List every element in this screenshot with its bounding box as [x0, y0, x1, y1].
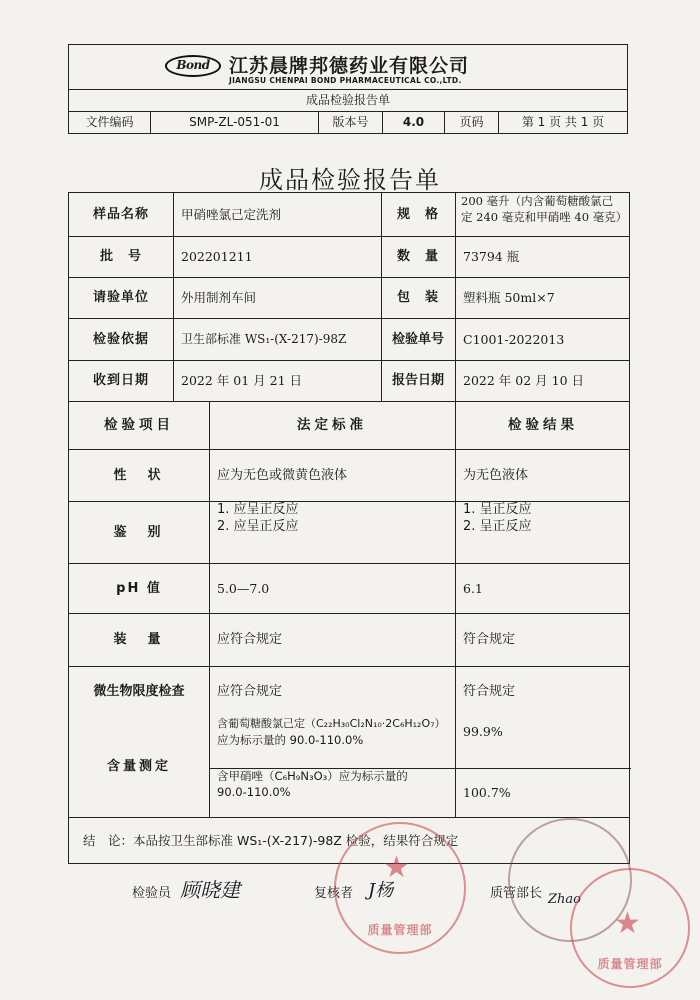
test-standard-identification: 1. 应呈正反应 2. 应呈正反应: [217, 502, 299, 534]
spec-value: 200 毫升（内含葡萄糖酸氯己 定 240 毫克和甲硝唑 40 毫克）: [461, 194, 628, 224]
test-result-identification: 1. 呈正反应 2. 呈正反应: [463, 502, 532, 534]
version-value: 4.0: [383, 112, 445, 134]
page-label: 页码: [445, 112, 499, 134]
basis-label: 检验依据: [92, 331, 149, 347]
test-result-appearance: 为无色液体: [463, 467, 529, 483]
company-banner: [69, 45, 627, 90]
company-header: [68, 44, 628, 134]
package-value: 塑料瓶 50ml×7: [463, 290, 555, 305]
company-name-cn: 江苏晨牌邦德药业有限公司: [229, 55, 470, 77]
bond-logo: Bond: [165, 55, 221, 77]
requester-value: 外用制剂车间: [181, 290, 257, 305]
test-item-fill-volume: 装 量: [113, 632, 165, 647]
qa-department-stamp: 质量管理部: [334, 822, 466, 954]
test-standard-assay-metronidazole: 含甲硝唑（C₆H₉N₃O₃）应为标示量的 90.0-110.0%: [217, 769, 408, 799]
sample-name-label: 样品名称: [92, 207, 149, 222]
report-date-value: 2022 年 02 月 10 日: [463, 373, 584, 388]
stamp-star-icon: ★: [383, 850, 410, 885]
test-standard-ph: 5.0—7.0: [217, 580, 270, 596]
document-title: 成品检验报告单: [259, 166, 441, 194]
report-no-value: C1001-2022013: [463, 331, 565, 347]
qa-department-stamp-2: 质量管理部: [570, 868, 690, 988]
col-header-result: 检验结果: [508, 416, 578, 433]
conclusion: 结 论：本品按卫生部标准 WS₁-(X-217)-98Z 检验，结果符合规定: [83, 832, 459, 848]
inspection-table: [68, 192, 630, 864]
test-standard-microbial-limit: 应符合规定: [217, 683, 283, 699]
reviewer-label: 复核者: [314, 886, 354, 901]
col-header-item: 检验项目: [104, 416, 174, 433]
reviewer-signature: J杨: [368, 880, 394, 901]
test-result-assay-chlorhexidine: 99.9%: [463, 723, 503, 739]
inspector-signature: 顾晓建: [180, 878, 240, 902]
report-no-label: 检验单号: [391, 331, 444, 347]
spec-label: 规 格: [396, 207, 439, 222]
test-result-fill-volume: 符合规定: [463, 632, 516, 647]
sample-name-value: 甲硝唑氯己定洗剂: [181, 207, 282, 222]
requester-label: 请验单位: [92, 290, 149, 305]
qa-manager-signature: Zhao: [548, 892, 581, 907]
test-item-appearance: 性 状: [113, 467, 165, 483]
quantity-value: 73794 瓶: [463, 249, 520, 264]
test-item-identification: 鉴 别: [113, 524, 165, 540]
test-result-ph: 6.1: [463, 580, 483, 596]
form-title: 成品检验报告单: [69, 90, 627, 112]
version-label: 版本号: [319, 112, 383, 134]
test-item-ph: pH 值: [116, 580, 162, 596]
received-date-value: 2022 年 01 月 21 日: [181, 373, 302, 388]
stamp-star-icon-2: ★: [614, 906, 641, 941]
test-item-assay: 含量测定: [106, 759, 171, 774]
test-result-assay-metronidazole: 100.7%: [463, 785, 511, 800]
col-header-standard: 法定标准: [297, 416, 367, 433]
batch-label: 批 号: [99, 249, 142, 264]
received-date-label: 收到日期: [92, 373, 149, 388]
doc-no-label: 文件编码: [69, 112, 151, 134]
company-name-en: JIANGSU CHENPAI BOND PHARMACEUTICAL CO.,LTD.: [229, 76, 462, 85]
quantity-label: 数 量: [396, 249, 439, 264]
form-meta-row: [69, 112, 627, 134]
test-standard-fill-volume: 应符合规定: [217, 632, 283, 647]
test-item-microbial-limit: 微生物限度检查: [93, 683, 185, 699]
test-standard-appearance: 应为无色或微黄色液体: [217, 467, 348, 483]
package-label: 包 装: [396, 290, 439, 305]
report-date-label: 报告日期: [391, 373, 444, 388]
inspector-label: 检验员: [132, 886, 172, 901]
basis-value: 卫生部标准 WS₁-(X-217)-98Z: [181, 331, 347, 346]
qa-manager-label: 质管部长: [490, 886, 543, 901]
doc-no-value: SMP-ZL-051-01: [151, 112, 319, 134]
batch-value: 202201211: [181, 249, 253, 264]
page-info: 第 1 页 共 1 页: [521, 115, 605, 129]
test-result-microbial-limit: 符合规定: [463, 683, 516, 699]
test-standard-assay-chlorhexidine: 含葡萄糖酸氯己定（C₂₂H₃₀Cl₂N₁₀·2C₆H₁₂O₇） 应为标示量的 90.0-110.0%: [217, 717, 446, 747]
